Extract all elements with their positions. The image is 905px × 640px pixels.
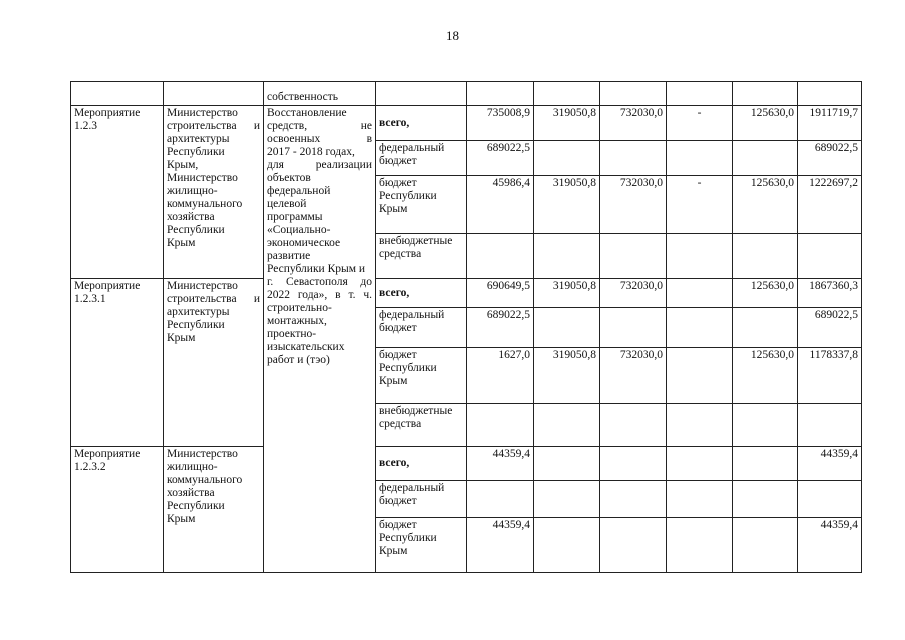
source-label: всего, — [376, 106, 467, 141]
value-cell — [534, 234, 600, 279]
description-line: объектов — [267, 172, 311, 184]
page-number: 18 — [446, 28, 459, 43]
value-cell: 319050,8 — [534, 176, 600, 234]
value-cell: 732030,0 — [600, 348, 667, 404]
executor-line: жилищно- — [167, 185, 218, 197]
value-cell — [667, 279, 733, 308]
description-line: средств, не — [267, 120, 372, 132]
table-row — [71, 82, 862, 106]
description-tail: собственность — [267, 91, 339, 103]
value-cell — [733, 481, 798, 518]
description-cell — [264, 106, 376, 573]
source-label: федеральный бюджет — [376, 308, 467, 348]
value-cell — [467, 234, 534, 279]
value-cell — [600, 308, 667, 348]
total-cell: 1222697,2 — [798, 176, 862, 234]
description-line: работ и (тэо) — [267, 354, 330, 366]
executor-line: жилищно- — [167, 461, 218, 473]
value-cell — [733, 234, 798, 279]
description-line: целевой — [267, 198, 307, 210]
value-cell: - — [667, 176, 733, 234]
table-row — [71, 279, 862, 308]
source-label: бюджет Республики Крым — [376, 348, 467, 404]
value-cell: 689022,5 — [467, 141, 534, 176]
value-cell — [667, 447, 733, 481]
executor-line: Крым, — [167, 159, 199, 171]
description-cell — [264, 82, 376, 106]
measure-name: Мероприятие 1.2.3 — [71, 106, 164, 279]
value-cell — [600, 447, 667, 481]
value-cell: 125630,0 — [733, 279, 798, 308]
value-cell — [600, 82, 667, 106]
value-cell: 732030,0 — [600, 279, 667, 308]
value-cell: 125630,0 — [733, 176, 798, 234]
value-cell: 735008,9 — [467, 106, 534, 141]
value-cell — [600, 234, 667, 279]
total-cell: 1867360,3 — [798, 279, 862, 308]
executor-line: коммунального — [167, 474, 243, 486]
executor-line: строительства и — [167, 120, 260, 132]
description-line: федеральной — [267, 185, 331, 197]
value-cell — [534, 404, 600, 447]
description-line: Республики Крым и — [267, 263, 366, 275]
value-cell: 319050,8 — [534, 348, 600, 404]
value-cell — [534, 308, 600, 348]
total-cell: 44359,4 — [798, 518, 862, 573]
value-cell — [667, 82, 733, 106]
measure-name: Мероприятие 1.2.3.2 — [71, 447, 164, 573]
source-label: федеральный бюджет — [376, 481, 467, 518]
table-row — [71, 106, 862, 141]
executor-line: Республики — [167, 224, 225, 236]
value-cell — [733, 447, 798, 481]
executor-line: архитектуры — [167, 306, 230, 318]
total-cell — [798, 404, 862, 447]
total-cell: 689022,5 — [798, 141, 862, 176]
value-cell — [667, 234, 733, 279]
value-cell — [733, 82, 798, 106]
executor-line: Республики — [167, 146, 225, 158]
value-cell — [534, 141, 600, 176]
source-cell — [376, 82, 467, 106]
value-cell — [733, 518, 798, 573]
description-line: «Социально- — [267, 224, 331, 236]
description-line: программы — [267, 211, 323, 223]
executor-line: Крым — [167, 513, 196, 525]
value-cell: 732030,0 — [600, 106, 667, 141]
source-label: федеральный бюджет — [376, 141, 467, 176]
total-cell: 1911719,7 — [798, 106, 862, 141]
executor-line: Крым — [167, 237, 196, 249]
measure-name: Мероприятие 1.2.3.1 — [71, 279, 164, 447]
source-label: внебюджетные средства — [376, 234, 467, 279]
total-cell — [798, 234, 862, 279]
description-line: строительно- — [267, 302, 332, 314]
description-line: проектно- — [267, 328, 317, 340]
value-cell — [667, 404, 733, 447]
description-line: экономическое — [267, 237, 341, 249]
description-line: для реализации — [267, 159, 372, 171]
executor-line: Министерство — [167, 172, 238, 184]
value-cell — [600, 404, 667, 447]
value-cell: 1627,0 — [467, 348, 534, 404]
value-cell: 44359,4 — [467, 447, 534, 481]
description-line: развитие — [267, 250, 311, 262]
source-label: всего, — [376, 447, 467, 481]
value-cell — [534, 82, 600, 106]
table-row — [71, 447, 862, 481]
source-label: бюджет Республики Крым — [376, 176, 467, 234]
value-cell — [467, 481, 534, 518]
value-cell — [600, 518, 667, 573]
total-cell — [798, 481, 862, 518]
executor-line: Республики — [167, 500, 225, 512]
value-cell: 732030,0 — [600, 176, 667, 234]
value-cell — [467, 82, 534, 106]
value-cell: - — [667, 106, 733, 141]
value-cell — [667, 348, 733, 404]
total-cell: 44359,4 — [798, 447, 862, 481]
executor-line: строительства и — [167, 293, 260, 305]
value-cell — [534, 481, 600, 518]
value-cell — [667, 308, 733, 348]
value-cell — [733, 404, 798, 447]
executor-line: Министерство — [167, 107, 238, 119]
executor-line: коммунального — [167, 198, 243, 210]
executor-line: хозяйства — [167, 487, 215, 499]
value-cell — [667, 518, 733, 573]
value-cell: 125630,0 — [733, 106, 798, 141]
value-cell — [667, 141, 733, 176]
total-cell: 1178337,8 — [798, 348, 862, 404]
executor-line: Министерство — [167, 448, 238, 460]
description-line: освоенных в — [267, 133, 372, 145]
value-cell — [798, 82, 862, 106]
measure-cell — [71, 82, 164, 106]
executor-cell — [164, 106, 264, 279]
value-cell — [733, 308, 798, 348]
description-line: 2017 - 2018 годах, — [267, 146, 355, 158]
value-cell — [534, 518, 600, 573]
value-cell: 45986,4 — [467, 176, 534, 234]
description-line: изыскательских — [267, 341, 345, 353]
value-cell: 689022,5 — [467, 308, 534, 348]
description-line: 2022 года», в т. ч. — [267, 289, 372, 301]
executor-line: архитектуры — [167, 133, 230, 145]
executor-line: хозяйства — [167, 211, 215, 223]
description-line: Восстановление — [267, 107, 347, 119]
value-cell — [467, 404, 534, 447]
description-line: г. Севастополя до — [267, 276, 372, 288]
value-cell: 319050,8 — [534, 279, 600, 308]
value-cell: 319050,8 — [534, 106, 600, 141]
executor-line: Республики — [167, 319, 225, 331]
value-cell — [600, 141, 667, 176]
executor-cell — [164, 82, 264, 106]
funding-table — [70, 81, 862, 573]
value-cell — [600, 481, 667, 518]
total-cell: 689022,5 — [798, 308, 862, 348]
description-line: монтажных, — [267, 315, 327, 327]
value-cell — [733, 141, 798, 176]
value-cell — [667, 481, 733, 518]
value-cell: 690649,5 — [467, 279, 534, 308]
source-label: внебюджетные средства — [376, 404, 467, 447]
value-cell — [534, 447, 600, 481]
value-cell: 125630,0 — [733, 348, 798, 404]
source-label: всего, — [376, 279, 467, 308]
executor-cell — [164, 279, 264, 447]
source-label: бюджет Республики Крым — [376, 518, 467, 573]
executor-line: Крым — [167, 332, 196, 344]
executor-cell — [164, 447, 264, 573]
value-cell: 44359,4 — [467, 518, 534, 573]
executor-line: Министерство — [167, 280, 238, 292]
